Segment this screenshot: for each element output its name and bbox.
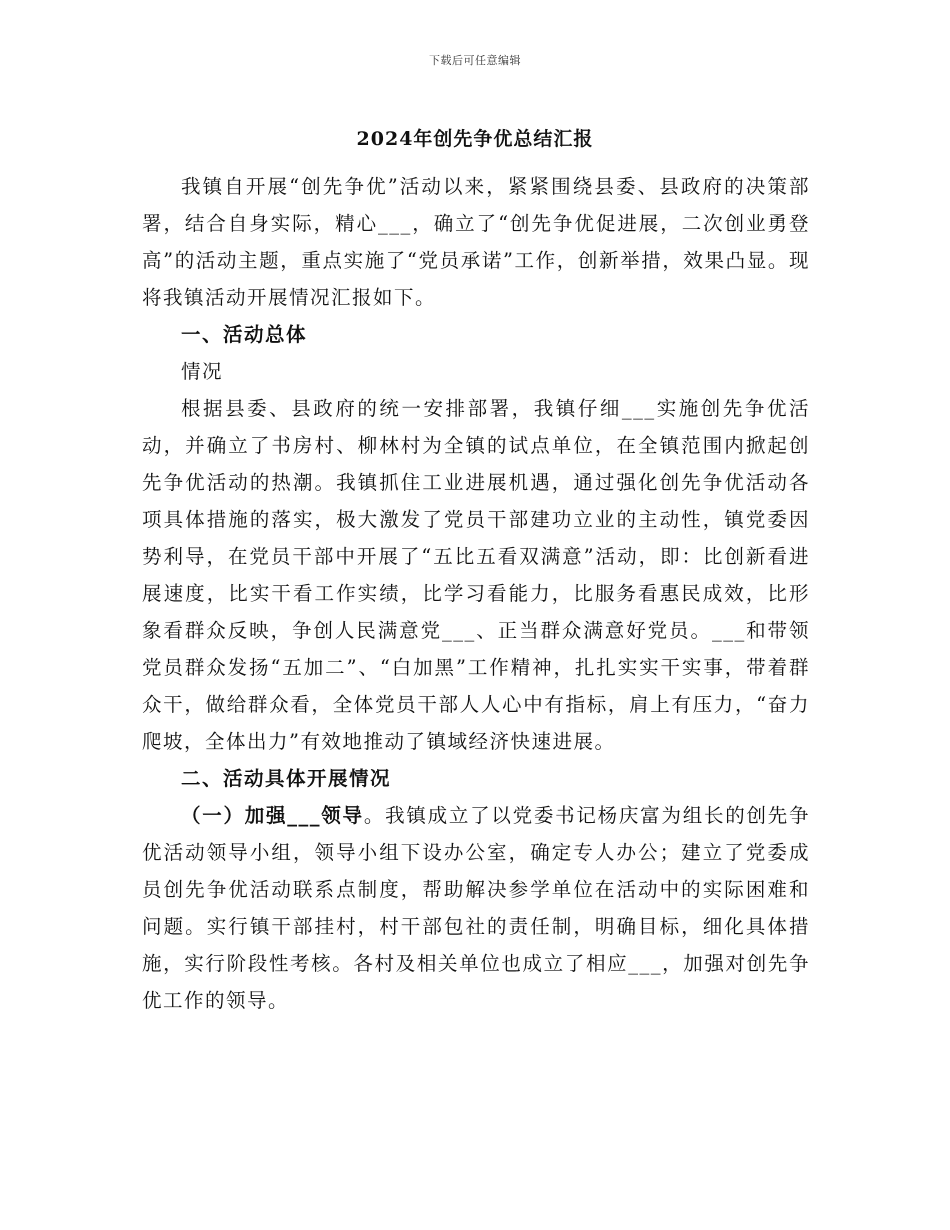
section-heading-1: 一、活动总体 <box>181 323 308 346</box>
item-lead-1: （一）加强___领导 <box>181 804 364 827</box>
header-note: 下载后可任意编辑 <box>429 54 521 67</box>
document-title: 2024年创先争优总结汇报 <box>356 128 594 150</box>
document-body <box>142 168 810 1019</box>
item-paragraph-1 <box>142 797 810 1019</box>
section-subline-1: 情况 <box>181 360 224 383</box>
section-paragraph-1: 根据县委、县政府的统一安排部署，我镇仔细___实施创先争优活动，并确立了书房村、柳林村为全镇的试点单位，在全镇范围内掀起创先争优活动的热潮。我镇抓住工业进展机遇，通过强化创先争优活动各项具体措施的落实，极大激发了党员干部建功立业的主动性，镇党委因势利导，在党员干部中开展了“五比五看双满意”活动，即：比创新看进展速度，比实干看工作实绩，比学习看能力，比服务看惠民成效，比形象看群众反映，争创人民满意党___、正当群众满意好党员。___和带领党员群众发扬“五加二”、“白加黑”工作精神，扎扎实实干实事，带着群众干，做给群众看，全体党员干部人人心中有指标，肩上有压力，“奋力爬坡，全体出力”有效地推动了镇域经济快速进展。 <box>142 397 810 753</box>
intro-paragraph: 我镇自开展“创先争优”活动以来，紧紧围绕县委、县政府的决策部署，结合自身实际，精心___，确立了“创先争优促进展，二次创业勇登高”的活动主题，重点实施了“党员承诺”工作，创新举措，效果凸显。现将我镇活动开展情况汇报如下。 <box>142 175 810 309</box>
section-heading-2: 二、活动具体开展情况 <box>181 767 392 790</box>
item-body-1: 。我镇成立了以党委书记杨庆富为组长的创先争优活动领导小组，领导小组下设办公室，确定专人办公；建立了党委成员创先争优活动联系点制度，帮助解决参学单位在活动中的实际困难和问题。实行镇干部挂村，村干部包社的责任制，明确目标，细化具体措施，实行阶段性考核。各村及相关单位也成立了相应___，加强对创先争优工作的领导。 <box>142 804 810 1012</box>
